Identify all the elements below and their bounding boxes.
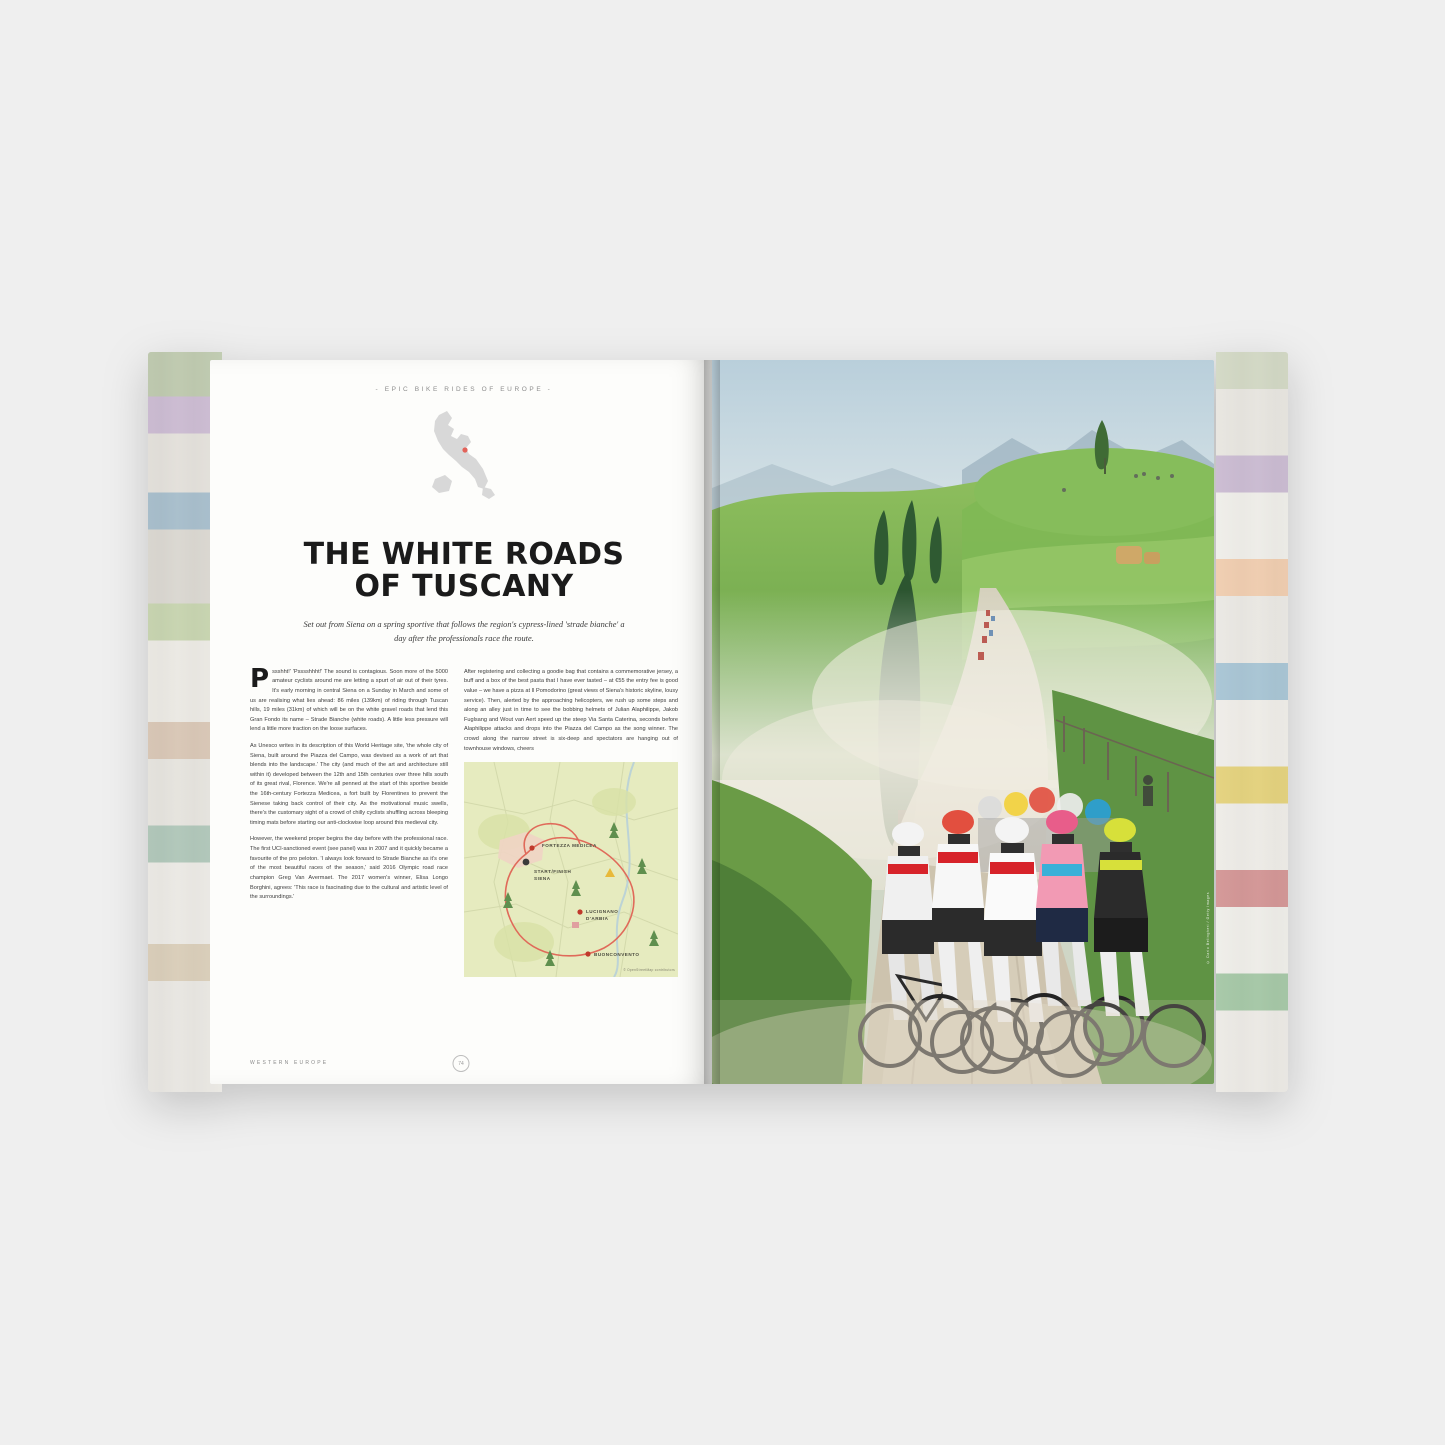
body-paragraph	[250, 663, 448, 735]
map-label-siena: SIENA	[534, 876, 551, 882]
page-title	[250, 539, 678, 602]
book-page-edges-right	[1216, 352, 1288, 1092]
section-footer: WESTERN EUROPE	[250, 1060, 329, 1066]
paragraph-text: ssshht!' 'Psssshhht!' The sound is contagious. Soon more of the 5000 amateur cyclists around me are letting a spurt of air out of their tyres. It's early morning in central Siena on a Sunday in March and some of us are realising what lies ahead: 86 miles (139km) of riding through Tuscan hills, 19 miles (31km) of which will be on the white gravel roads that lend this Gran Fondo its name – Strade Bianche (white roads). A little less pressure will lend a little more traction on the loose surfaces.	[250, 668, 448, 733]
map-label-lucignano: LUCIGNANO	[586, 909, 619, 915]
open-book	[148, 352, 1288, 1092]
headline-line-1: THE WHITE ROADS	[303, 537, 625, 572]
body-paragraph: After registering and collecting a goodie bag that contains a commemorative jersey, a buff and a box of the best pasta that I have ever tasted – at €55 the entry fee is good value – we have a pizza at Il Pomodorino (great views of Siena's historic skyline, lousy service). Then, alerted by the approaching helicopters, we rush up some steps and along an alley just in time to see the bobbing helmets of Julian Alaphilippe, Jakob Fuglsang and Wout van Aert speed up the steep Via Santa Caterina, seconds before Alaphilippe attacks and drops into the Piazza del Campo as the song winner. The crowd along the narrow street is six-deep and spectators are hanging out of townhouse windows, cheers	[464, 668, 678, 752]
map-label-buonconvento: BUONCONVENTO	[594, 952, 640, 958]
body-columns	[250, 663, 678, 977]
body-paragraph: As Unesco writes in its description of this World Heritage site, 'the whole city of Siena, built around the Piazza del Campo, was devised as a work of art that blends into the landscape.' The city (and much of the art and architecture still within it) developed between the 12th and 15th centuries over three hills south of its great rival, Florence. We're all penned at the start of this sportive beside the 16th-century Fortezza Medicea, a fort built by Florentines to prevent the Sienese taking back control of their city. As the motivational music swells, there's the customary sight of a crowd of chilly cyclists shuffling across bleeping timing mats before starting our anti-clockwise loop around this medieval city.	[250, 742, 448, 826]
right-page	[712, 360, 1214, 1084]
italy-locator-map	[421, 409, 507, 505]
headline-line-2: OF TUSCANY	[354, 568, 574, 604]
peloton-photograph	[712, 360, 1214, 1084]
map-label-fortezza: FORTEZZA MEDICEA	[542, 843, 597, 849]
page-number: 74	[453, 1055, 470, 1072]
standfirst: Set out from Siena on a spring sportive that follows the region's cypress-lined 'strade bianche' a day after the professionals race the route.	[303, 620, 625, 643]
running-head: - EPIC BIKE RIDES OF EUROPE -	[375, 386, 553, 393]
map-label-darbia: D'ARBIA	[586, 916, 609, 922]
book-gutter	[704, 360, 720, 1084]
body-column-1	[250, 663, 448, 977]
page-edge-stripes-right	[1216, 352, 1288, 1092]
map-credit: © OpenStreetMap contributors	[623, 967, 675, 972]
drop-cap: P	[250, 663, 270, 694]
route-map	[464, 762, 678, 977]
photo-credit: © Dario Belingheri / Getty Images	[1206, 892, 1210, 964]
body-column-2	[464, 668, 678, 977]
body-paragraph: However, the weekend proper begins the day before with the professional race. The first UCI-sanctioned event (see panel) was in 2007 and it quickly became a favourite of the pro peloton. 'I always look forward to Strade Bianche as it's one of the most beautiful races of the season,' said 2016 Olympic road race champion Greg Van Avermaet. The 2017 women's winner, Elisa Longo Borghini, agrees: 'This race is fascinating due to the cultural and artistic level of the surroundings.'	[250, 836, 448, 901]
map-label-start-finish: START/FINISH	[534, 869, 572, 875]
left-page	[210, 360, 712, 1084]
